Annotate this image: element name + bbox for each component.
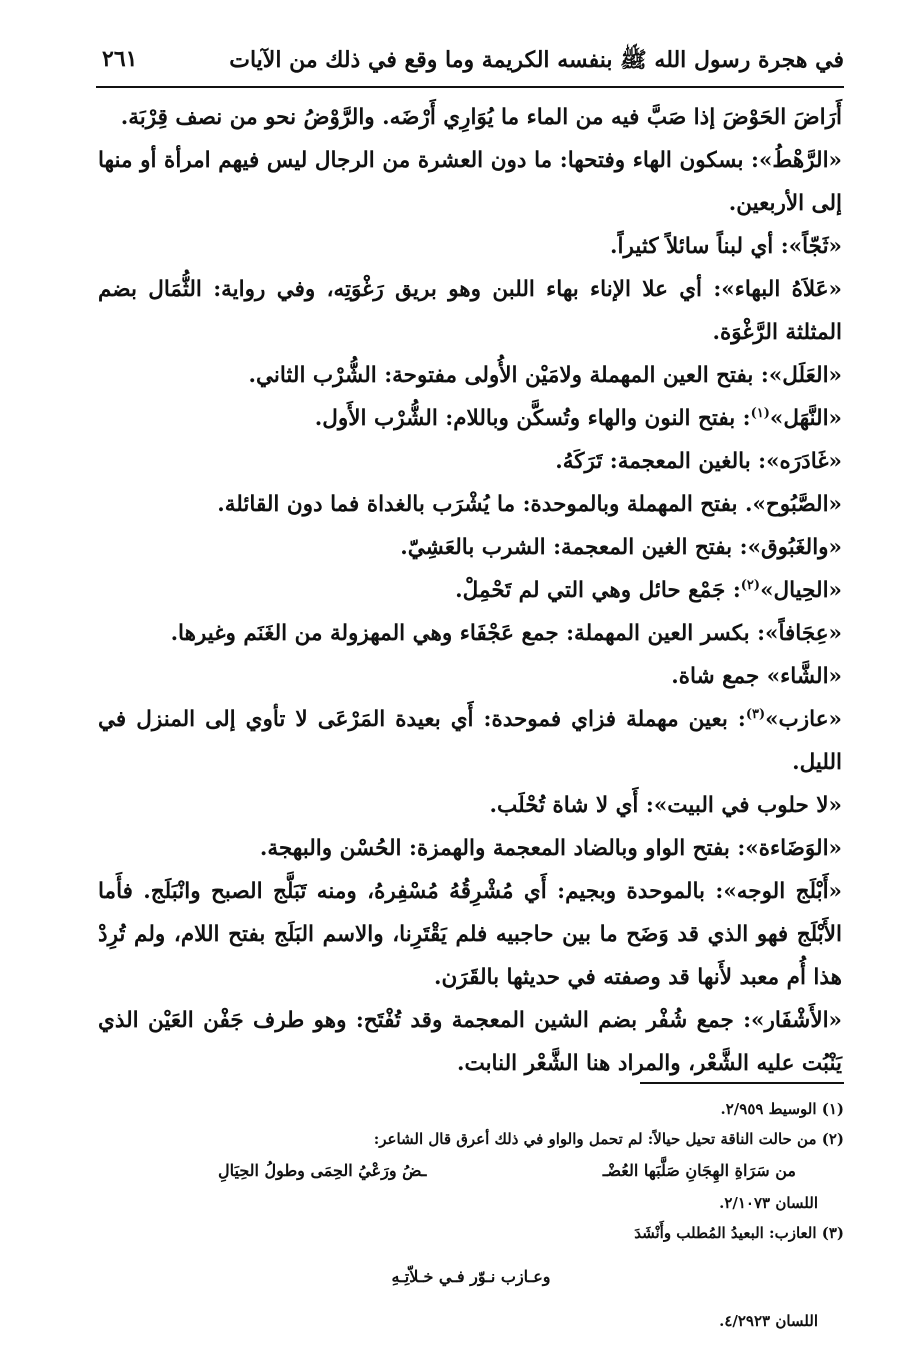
- page-number: ٢٦١: [102, 46, 138, 72]
- footnote-2-source: اللسان ٢/١٠٧٣.: [719, 1194, 818, 1212]
- entry-alalal: «العَلَل»: بفتح العين المهملة ولامَيْن الأُولى مفتوحة: الشُّرْب الثاني.: [248, 363, 842, 388]
- term-alhiyal: «الحِيال»: [760, 578, 842, 603]
- entry-alghabuq: «والغَبُوق»: بفتح الغين المعجمة: الشرب بالعَشِيّ.: [400, 535, 842, 560]
- definition-alhiyal: : جَمْع حائل وهي التي لم تَحْمِلْ.: [455, 578, 741, 603]
- entry-alahu-albaha: «عَلاَهُ البهاء»: أي علا الإناء بهاء اللبن وهو بريق رَغْوَتِه، وفي رواية: الثُّمَال بضم المثلثة الرَّغْوَة.: [98, 277, 842, 345]
- entry-annahal: [98, 397, 842, 440]
- entry-thajjan: «ثَجّاً»: أي لبناً سائلاً كثيراً.: [610, 234, 842, 259]
- footnote-3-verse: [98, 1262, 844, 1292]
- verse-first-hemistich: من سَرَاةِ الهِجَانِ صَلَّبَها العُضْـ: [602, 1161, 796, 1180]
- footnote-rule: [640, 1082, 844, 1084]
- header-rule: [96, 86, 844, 88]
- paragraph-1: أَرَاضَ الحَوْضَ إذا صَبَّ فيه من الماء ما يُوَارِي أَرْضَه. والرَّوْضُ نحو من نصف قِرْبَة.: [120, 105, 842, 130]
- entry-ijafan: «عِجَافاً»: بكسر العين المهملة: جمع عَجْفَاء وهي المهزولة من الغَنَم وغيرها.: [170, 621, 842, 646]
- definition-annahal: : بفتح النون والهاء وتُسكَّن وباللام: الشُّرْب الأَول.: [314, 406, 751, 431]
- entry-alhiyal: [98, 569, 842, 612]
- entry-rahṭ: «الرَّهْطُ»: بسكون الهاء وفتحها: ما دون العشرة من الرجال ليس فيهم امرأة أو منها إلى الأربعين.: [98, 148, 842, 216]
- footnote-mark-2[interactable]: (٢): [740, 577, 761, 593]
- entry-ghadarahu: «غَادَرَه»: بالغين المعجمة: تَرَكَهُ.: [555, 449, 842, 474]
- entry-ashshaa: «الشَّاء» جمع شاة.: [671, 664, 842, 689]
- footnote-1: (١) الوسيط ٢/٩٥٩.: [720, 1100, 844, 1118]
- entry-ablaj-alwajh: «أَبْلَج الوجه»: بالموحدة وبجيم: أَي مُشْرِقُهُ مُسْفِرهُ، ومنه تَبَلَّج الصبح وانْبَلَج. فأَما الأَبْلَج فهو الذي قد وَضَح ما بين حاجبيه فلم يَقْتَرِنا، والاسم البَلَج بفتح اللام، ولم تُرِدْ هذا أُم معبد لأَنها قد وصفته في حديثها بالقَرَن.: [98, 879, 842, 990]
- entry-alashfar: «الأَشْفَار»: جمع شُفْر بضم الشين المعجمة وقد تُفْتَح: وهو طرف جَفْن العَيْن الذي يَنْبُت عليه الشَّعْر، والمراد هنا الشَّعْر النابت.: [98, 1008, 842, 1076]
- footnote-mark-3[interactable]: (٣): [745, 706, 766, 722]
- entry-azib: [98, 698, 842, 784]
- footnote-3: (٣) العازب: البعيدُ المُطلب وأَنْشَدَ: [634, 1224, 844, 1242]
- entry-assabuh: «الصَّبُوح». بفتح المهملة وبالموحدة: ما يُشْرَب بالغداة فما دون القائلة.: [217, 492, 842, 517]
- page-header: [96, 38, 844, 86]
- entry-alwadaa: «الوَضَاءة»: بفتح الواو وبالضاد المعجمة والهمزة: الحُسْن والبهجة.: [259, 836, 842, 861]
- running-title: في هجرة رسول الله ﷺ بنفسه الكريمة وما وقع في ذلك من الآيات: [229, 47, 844, 73]
- verse-line: وعـازب نـوّر فـي خـلاّتِـهِ: [391, 1267, 551, 1286]
- footnote-3-source: اللسان ٤/٢٩٢٣.: [719, 1312, 818, 1330]
- term-azib: «عازب»: [765, 707, 842, 732]
- verse-second-hemistich: ـضُ ورَعْيُ الحِمَى وطولُ الحِيَالِ: [218, 1161, 427, 1180]
- footnotes: [98, 1094, 844, 1336]
- body-text: [98, 96, 842, 1085]
- definition-azib: : بعين مهملة فزاي فموحدة: أَي بعيدة المَرْعَى لا تأوي إلى المنزل في الليل.: [98, 707, 842, 775]
- entry-la-halub: «لا حلوب في البيت»: أَي لا شاة تُحْلَب.: [489, 793, 842, 818]
- term-annahal: «النَّهَل»: [769, 406, 842, 431]
- footnote-mark-1[interactable]: (١): [750, 405, 770, 421]
- footnote-2-verse: [218, 1156, 796, 1186]
- footnote-2: (٢) من حالت الناقة تحيل حيالاً: لم تحمل والواو في ذلك أعرق قال الشاعر:: [373, 1130, 844, 1148]
